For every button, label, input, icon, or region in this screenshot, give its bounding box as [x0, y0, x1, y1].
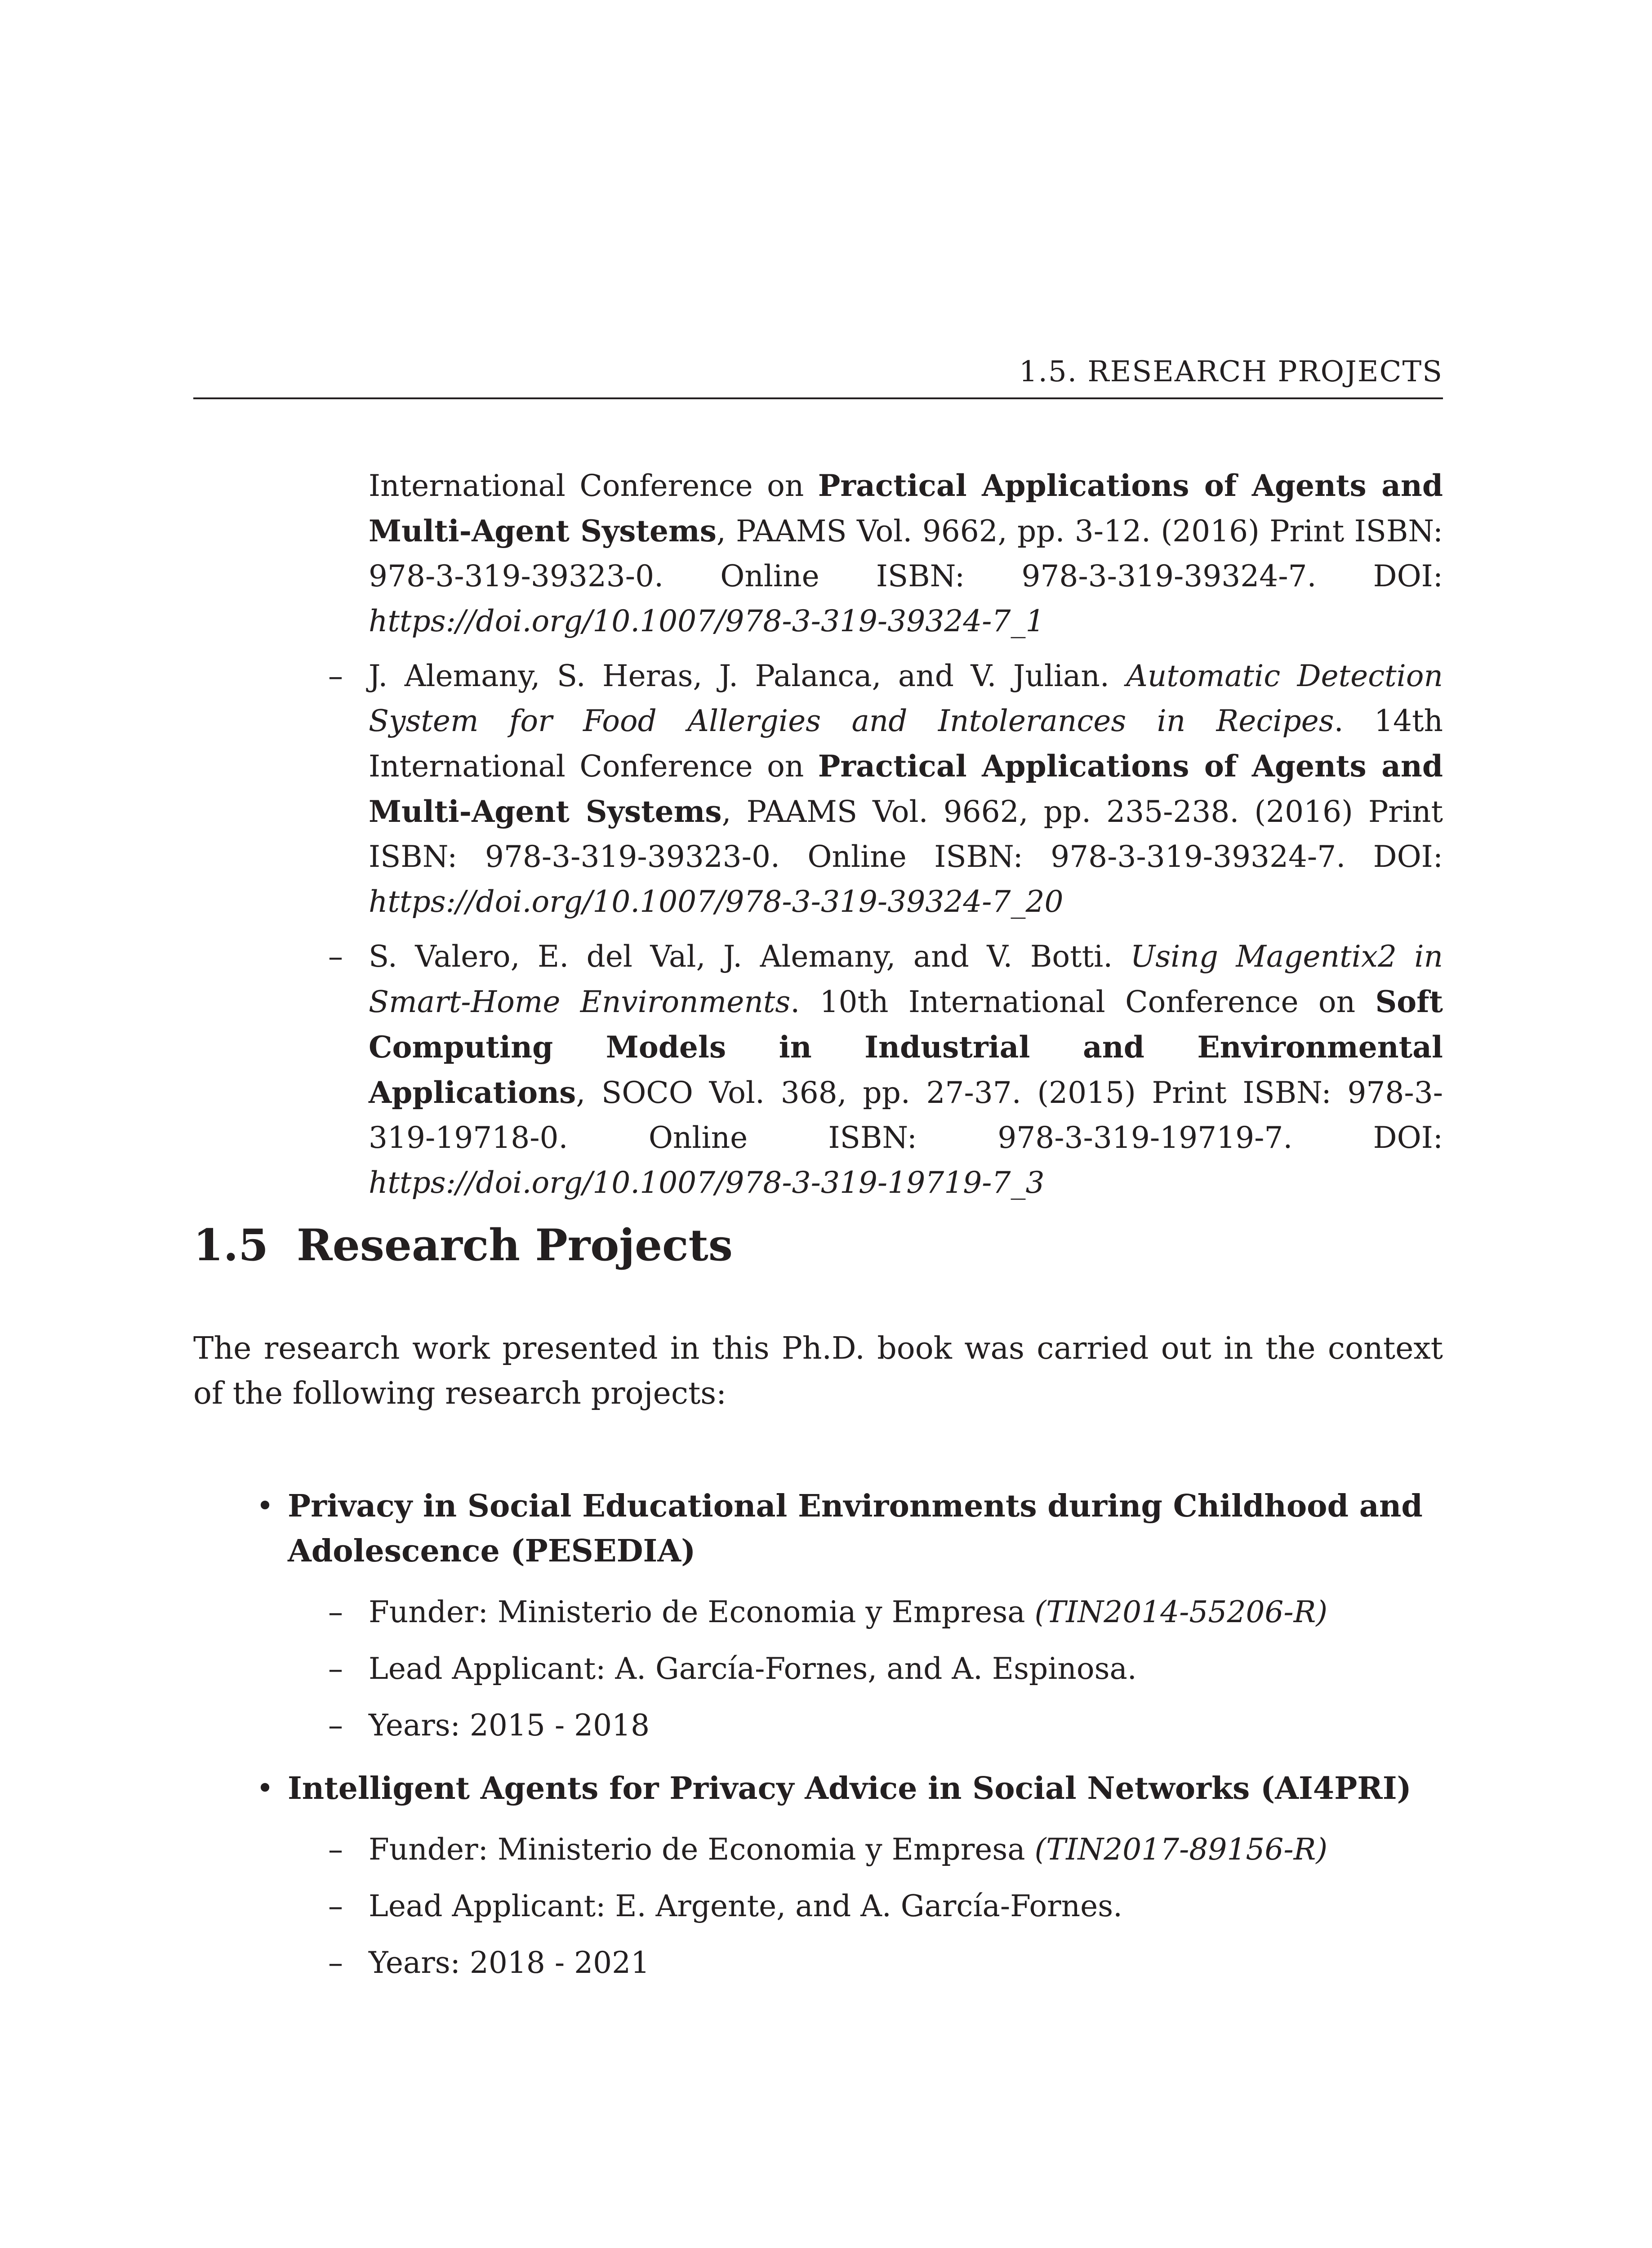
list-dash: –	[328, 1708, 343, 1743]
list-dash: –	[328, 939, 343, 974]
project-detail: – Funder: Ministerio de Economia y Empresa (TIN2017-89156-R)	[288, 1827, 1443, 1872]
bullet-icon: •	[256, 1489, 274, 1523]
publication-text: International Conference on Practical Applications of Agents and Multi-Agent Systems, PAAMS Vol. 9662, pp. 3-12. (2016) Print ISBN: 978-3-319-39323-0. Online ISBN: 978-3-319-39324-7. DOI: https://doi.org/10.1007/978-3-319-39324-7_1	[369, 468, 1443, 638]
doi-link[interactable]: https://doi.org/10.1007/978-3-319-19719-7_3	[369, 1165, 1045, 1200]
section-title: Research Projects	[297, 1220, 733, 1271]
section-intro: The research work presented in this Ph.D. book was carried out in the context of the following research projects:	[193, 1331, 1443, 1411]
publication-item	[193, 463, 1443, 644]
project-title: Intelligent Agents for Privacy Advice in Social Networks (AI4PRI)	[288, 1771, 1412, 1806]
list-dash: –	[328, 1945, 343, 1980]
project-list	[193, 1484, 1443, 2003]
list-dash: –	[328, 1889, 343, 1923]
project-detail: – Lead Applicant: A. García-Fornes, and A. Espinosa.	[288, 1646, 1443, 1691]
project-details	[288, 1590, 1443, 1748]
project-details	[288, 1827, 1443, 1985]
list-dash: –	[328, 1832, 343, 1867]
bullet-icon: •	[256, 1771, 274, 1806]
project-item	[193, 1766, 1443, 1985]
publication-list	[193, 463, 1443, 1215]
project-title: Privacy in Social Educational Environments during Childhood and Adolescence (PESEDIA)	[288, 1488, 1423, 1569]
publication-text: J. Alemany, S. Heras, J. Palanca, and V. Julian. Automatic Detection System for Food Allergies and Intolerances in Recipes. 14th International Conference on Practical Applications of Agents and Multi-Agent Systems, PAAMS Vol. 9662, pp. 235-238. (2016) Print ISBN: 978-3-319-39323-0. Online ISBN: 978-3-319-39324-7. DOI: https://doi.org/10.1007/978-3-319-39324-7_20	[369, 659, 1443, 919]
project-detail: – Funder: Ministerio de Economia y Empresa (TIN2014-55206-R)	[288, 1590, 1443, 1635]
list-dash: –	[328, 659, 343, 693]
project-detail: – Lead Applicant: E. Argente, and A. García-Fornes.	[288, 1884, 1443, 1929]
doi-link[interactable]: https://doi.org/10.1007/978-3-319-39324-7_20	[369, 884, 1064, 919]
publication-item	[193, 934, 1443, 1205]
section-number: 1.5	[193, 1220, 269, 1271]
grant-code: (TIN2017-89156-R)	[1034, 1832, 1328, 1867]
doi-link[interactable]: https://doi.org/10.1007/978-3-319-39324-7_1	[369, 604, 1045, 638]
grant-code: (TIN2014-55206-R)	[1034, 1595, 1328, 1629]
section-heading	[193, 1218, 1443, 1272]
project-detail: – Years: 2018 - 2021	[288, 1940, 1443, 1985]
header-rule	[193, 397, 1443, 399]
list-dash: –	[328, 1595, 343, 1629]
project-detail: – Years: 2015 - 2018	[288, 1703, 1443, 1748]
publication-text: S. Valero, E. del Val, J. Alemany, and V. Botti. Using Magentix2 in Smart-Home Environments. 10th International Conference on Soft Computing Models in Industrial and Environmental Applications, SOCO Vol. 368, pp. 27-37. (2015) Print ISBN: 978-3-319-19718-0. Online ISBN: 978-3-319-19719-7. DOI: https://doi.org/10.1007/978-3-319-19719-7_3	[369, 939, 1443, 1200]
list-dash: –	[328, 1651, 343, 1686]
publication-item	[193, 654, 1443, 924]
project-item	[193, 1484, 1443, 1748]
running-head: 1.5. RESEARCH PROJECTS	[1019, 355, 1443, 388]
